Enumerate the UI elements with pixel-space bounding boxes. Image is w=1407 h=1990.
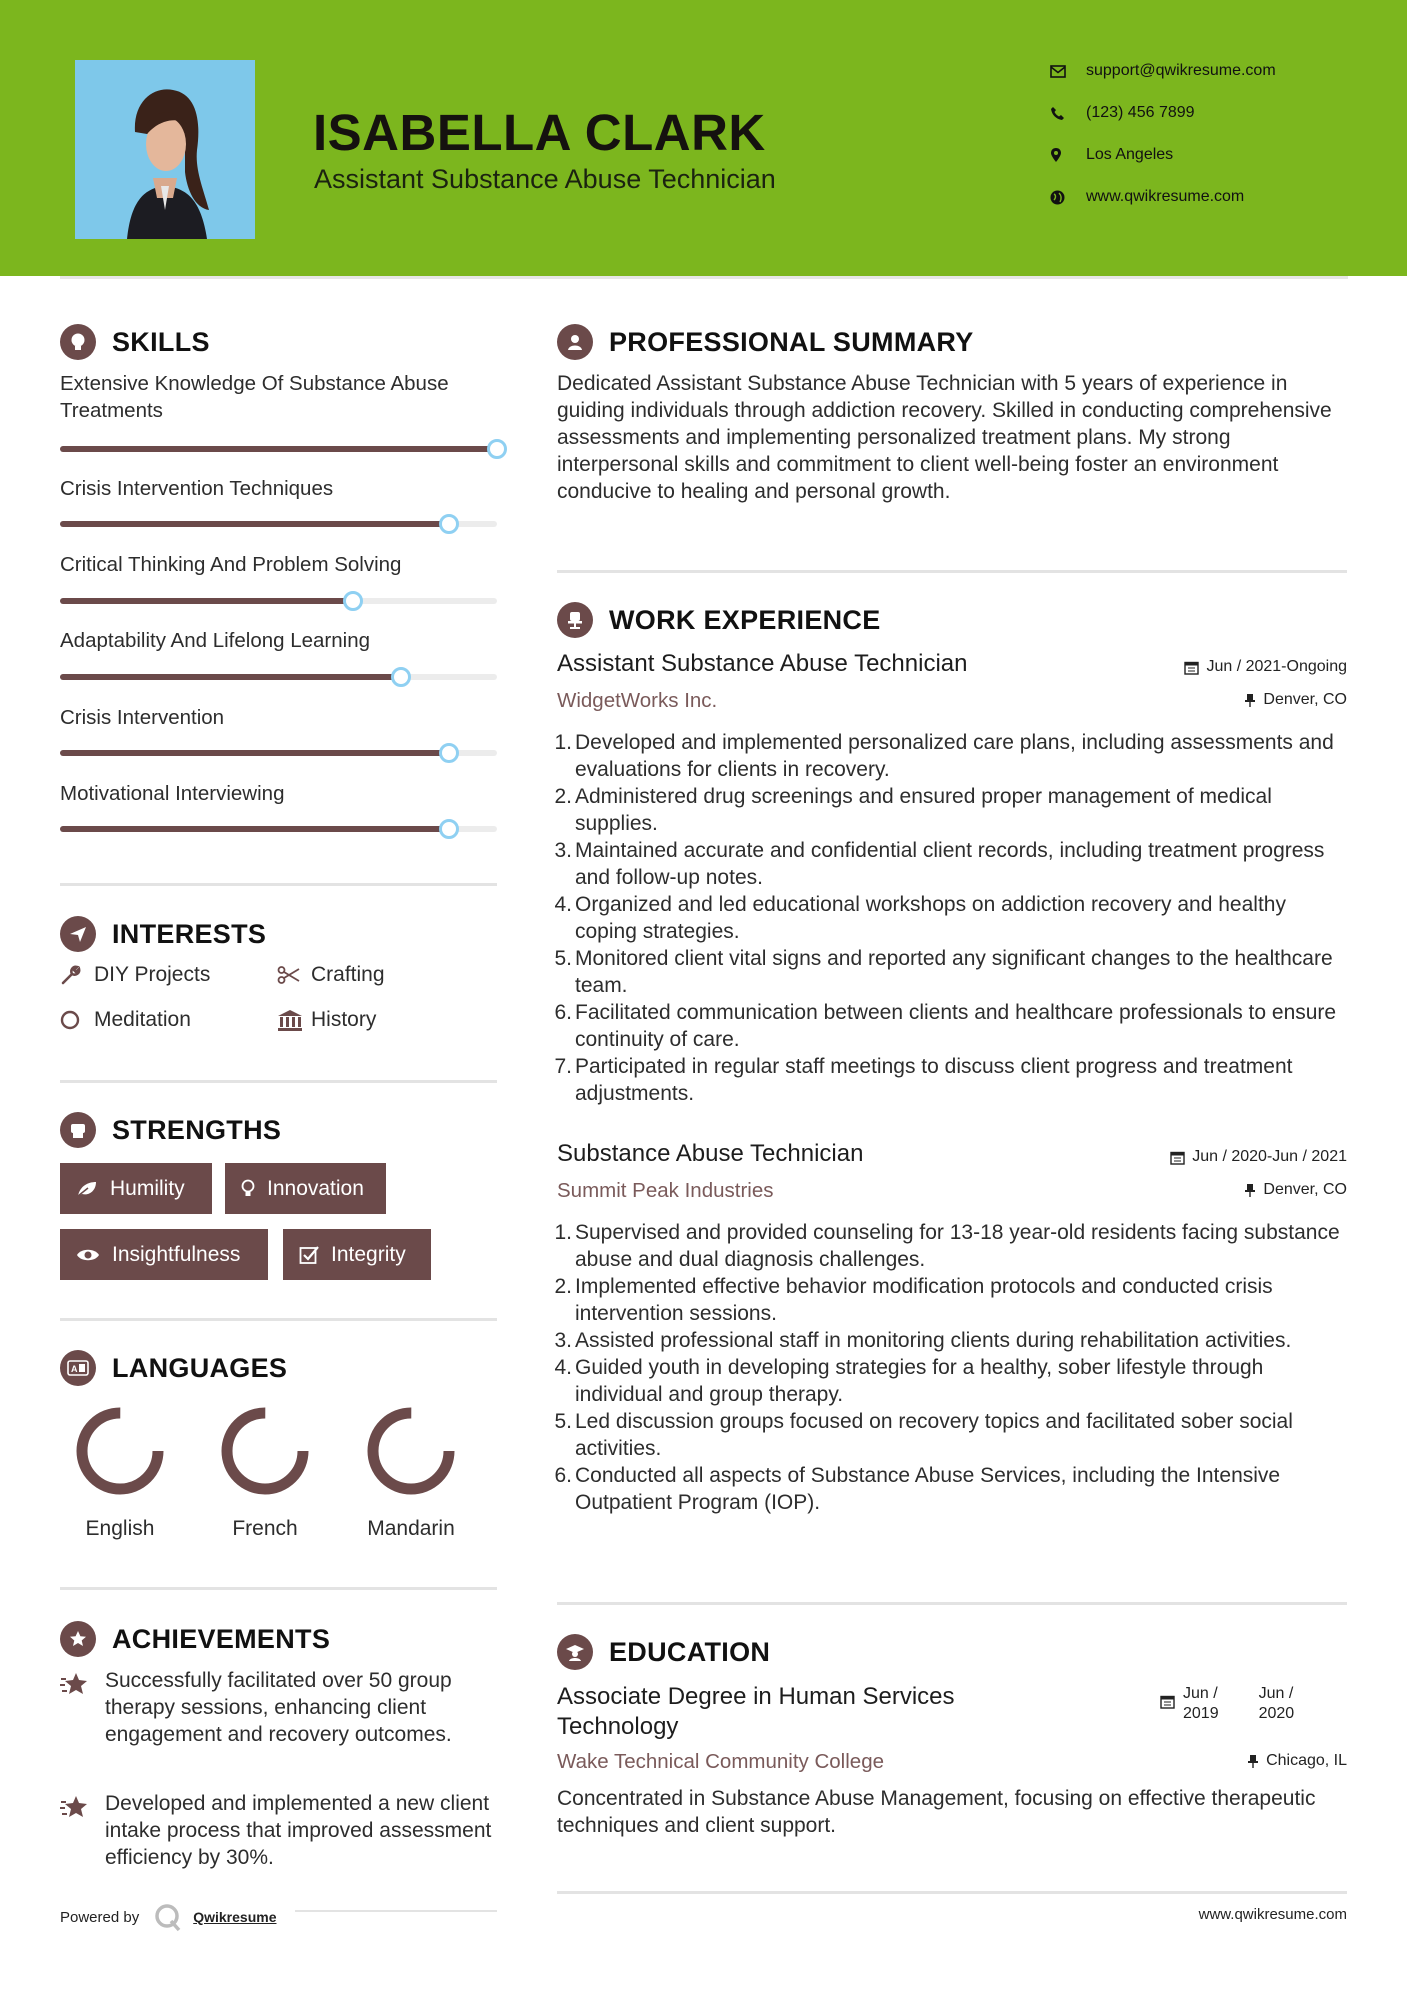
- svg-text:A: A: [71, 1364, 78, 1374]
- interest-item: Crafting: [277, 963, 385, 987]
- skill-bar: [60, 521, 497, 527]
- skill-level-knob: [439, 514, 459, 534]
- summary-heading: PROFESSIONAL SUMMARY: [557, 324, 974, 360]
- skill-label: Critical Thinking And Problem Solving: [60, 553, 402, 576]
- job-bullets: [552, 1219, 1347, 1516]
- paper-plane-icon: [60, 916, 96, 952]
- summary-text: Dedicated Assistant Substance Abuse Technician with 5 years of experience in guiding individuals through addiction recovery. Skilled in conducting comprehensive assessments and implementing personalized treatment plans. My strong interpersonal skills and commitment to client well-being foster an environment conducive to healing and personal growth.: [557, 372, 1332, 503]
- eye-icon: [76, 1247, 100, 1263]
- header-divider: [60, 276, 1348, 279]
- fist-icon: [60, 1112, 96, 1148]
- skill-label: Motivational Interviewing: [60, 782, 285, 805]
- job-bullet: 4. Organized and led educational workshops on addiction recovery and healthy coping strategies.: [554, 893, 1286, 943]
- check-square-icon: [299, 1245, 319, 1265]
- leaf-icon: [76, 1180, 98, 1198]
- section-divider: [557, 1602, 1347, 1605]
- language-name: Mandarin: [367, 1517, 455, 1540]
- section-divider: [557, 1891, 1347, 1894]
- interest-item: History: [277, 1008, 376, 1032]
- star-icon: [60, 1667, 105, 1748]
- strengths-heading: STRENGTHS: [60, 1112, 281, 1148]
- contact-email-text: support@qwikresume.com: [1086, 62, 1276, 79]
- achievement-item: Developed and implemented a new client intake process that improved assessment efficiency by 30%.: [60, 1790, 500, 1871]
- job-role: Substance Abuse Technician: [557, 1140, 864, 1167]
- candidate-title: Assistant Substance Abuse Technician: [314, 164, 776, 194]
- skill-bar-fill: [60, 446, 497, 452]
- skill-level-knob: [391, 667, 411, 687]
- footer-website[interactable]: www.qwikresume.com: [1198, 1906, 1347, 1923]
- skill-level-knob: [487, 439, 507, 459]
- contact-location: [1050, 140, 1340, 170]
- job-location: Denver, CO: [1244, 691, 1347, 709]
- section-divider: [60, 1318, 497, 1321]
- footer-divider: [295, 1910, 497, 1912]
- language-item: [60, 1403, 180, 1541]
- language-item: [205, 1403, 325, 1541]
- interests-heading: INTERESTS: [60, 916, 266, 952]
- job-bullet: 5. Led discussion groups focused on recovery topics and facilitated sober social activities.: [554, 1410, 1293, 1460]
- powered-by: Powered by Qwikresume: [60, 1902, 276, 1932]
- experience-heading: WORK EXPERIENCE: [557, 602, 881, 638]
- job-bullet: 2. Implemented effective behavior modification protocols and conducted crisis intervention sessions.: [554, 1275, 1273, 1325]
- language-name: English: [85, 1517, 155, 1540]
- job-bullet: 2. Administered drug screenings and ensured proper management of medical supplies.: [554, 785, 1272, 835]
- map-marker-icon: [1050, 147, 1086, 163]
- contact-email[interactable]: [1050, 56, 1340, 86]
- language-level-ring: [217, 1403, 313, 1499]
- education-dates: Jun / 2019 Jun / 2020: [1160, 1684, 1294, 1724]
- job-bullets: [552, 729, 1347, 1107]
- lightbulb-icon: [60, 324, 96, 360]
- strength-tag: Humility: [60, 1163, 212, 1214]
- graduate-icon: [557, 1634, 593, 1670]
- achievements-heading: ACHIEVEMENTS: [60, 1621, 330, 1657]
- star-badge-icon: [60, 1621, 96, 1657]
- job-company: Summit Peak Industries: [557, 1179, 774, 1202]
- language-level-arc: [373, 1413, 449, 1489]
- degree-title: Associate Degree in Human Services Technology: [557, 1683, 955, 1740]
- profile-photo: [75, 60, 255, 239]
- strength-tag: Integrity: [283, 1229, 431, 1280]
- job-bullet: 3. Assisted professional staff in monitoring clients during rehabilitation activities.: [554, 1329, 1292, 1352]
- section-divider: [557, 570, 1347, 573]
- strength-tag: Innovation: [225, 1163, 386, 1214]
- job-bullet: 3. Maintained accurate and confidential client records, including treatment progress and follow-up notes.: [554, 839, 1325, 889]
- star-icon: [60, 1790, 105, 1871]
- office-chair-icon: [557, 602, 593, 638]
- interest-item: Meditation: [60, 1008, 191, 1032]
- job-bullet: 7. Participated in regular staff meetings to discuss client progress and treatment adjustments.: [554, 1055, 1293, 1105]
- phone-icon: [1050, 106, 1086, 121]
- skill-level-knob: [439, 819, 459, 839]
- skill-bar: [60, 446, 497, 452]
- section-divider: [60, 1587, 497, 1590]
- globe-icon: [1050, 190, 1086, 205]
- qwikresume-link[interactable]: Qwikresume: [193, 1909, 277, 1925]
- skill-label: Adaptability And Lifelong Learning: [60, 629, 371, 652]
- pushpin-icon: [1247, 1754, 1259, 1769]
- job-bullet: 5. Monitored client vital signs and reported any significant changes to the healthcare team.: [554, 947, 1333, 997]
- skill-level-knob: [439, 743, 459, 763]
- skill-bar-fill: [60, 674, 401, 680]
- skill-label: Extensive Knowledge Of Substance Abuse Treatments: [60, 372, 449, 422]
- skill-bar: [60, 598, 497, 604]
- language-level-ring: [363, 1403, 459, 1499]
- candidate-name: ISABELLA CLARK: [313, 104, 766, 161]
- contact-phone[interactable]: [1050, 98, 1340, 128]
- skill-bar: [60, 674, 497, 680]
- contact-website-text: www.qwikresume.com: [1086, 188, 1245, 205]
- language-level-arc: [227, 1413, 303, 1489]
- pushpin-icon: [1244, 1183, 1256, 1198]
- job-bullet: 4. Guided youth in developing strategies for a healthy, sober lifestyle through individual and group therapy.: [554, 1356, 1264, 1406]
- skill-bar-fill: [60, 598, 353, 604]
- skill-bar-fill: [60, 521, 449, 527]
- skill-level-knob: [343, 591, 363, 611]
- scissors-icon: [277, 966, 311, 984]
- skills-heading: SKILLS: [60, 324, 210, 360]
- calendar-icon: [1184, 660, 1199, 675]
- job-dates: Jun / 2020-Jun / 2021: [1170, 1148, 1347, 1166]
- skill-bar: [60, 750, 497, 756]
- calendar-icon: [1170, 1150, 1185, 1165]
- education-heading: EDUCATION: [557, 1634, 770, 1670]
- job-bullet: 6. Facilitated communication between clients and healthcare professionals to ensure continuity of care.: [554, 1001, 1337, 1051]
- strength-tag: Insightfulness: [60, 1229, 268, 1280]
- contact-phone-text: (123) 456 7899: [1086, 104, 1195, 121]
- language-item: [351, 1403, 471, 1541]
- job-role: Assistant Substance Abuse Technician: [557, 650, 968, 677]
- contact-location-text: Los Angeles: [1086, 146, 1174, 163]
- qwikresume-logo-icon: [153, 1902, 183, 1932]
- languages-heading: A LANGUAGES: [60, 1350, 287, 1386]
- museum-icon: [277, 1009, 311, 1031]
- skill-bar-fill: [60, 826, 449, 832]
- circle-icon: [60, 1009, 94, 1031]
- section-divider: [60, 883, 497, 886]
- education-description: Concentrated in Substance Abuse Management, focusing on effective therapeutic techniques and client support.: [557, 1787, 1316, 1837]
- skill-label: Crisis Intervention: [60, 706, 225, 729]
- language-icon: [60, 1350, 96, 1386]
- wrench-icon: [60, 964, 94, 986]
- education-location: Chicago, IL: [1247, 1752, 1347, 1770]
- calendar-icon: [1160, 1684, 1175, 1724]
- job-company: WidgetWorks Inc.: [557, 689, 718, 712]
- job-bullet: 6. Conducted all aspects of Substance Abuse Services, including the Intensive Outpatient Program (IOP).: [554, 1464, 1281, 1514]
- school-name: Wake Technical Community College: [557, 1750, 884, 1773]
- skill-bar: [60, 826, 497, 832]
- language-name: French: [232, 1517, 298, 1540]
- section-divider: [60, 1080, 497, 1083]
- achievement-item: Successfully facilitated over 50 group therapy sessions, enhancing client engagement and recovery outcomes.: [60, 1667, 500, 1748]
- pushpin-icon: [1244, 693, 1256, 708]
- job-dates: Jun / 2021-Ongoing: [1184, 658, 1347, 676]
- language-level-ring: [72, 1403, 168, 1499]
- skill-bar-fill: [60, 750, 449, 756]
- user-icon: [557, 324, 593, 360]
- lightbulb-icon: [241, 1179, 255, 1199]
- job-bullet: 1. Supervised and provided counseling for 13-18 year-old residents facing substance abuse and dual diagnosis challenges.: [554, 1221, 1340, 1271]
- job-bullet: 1. Developed and implemented personalized care plans, including assessments and evaluations for clients in recovery.: [554, 731, 1334, 781]
- envelope-icon: [1050, 65, 1086, 78]
- language-level-arc: [82, 1413, 158, 1489]
- skill-label: Crisis Intervention Techniques: [60, 477, 334, 500]
- job-location: Denver, CO: [1244, 1181, 1347, 1199]
- contact-website[interactable]: [1050, 182, 1340, 212]
- interest-item: DIY Projects: [60, 963, 210, 987]
